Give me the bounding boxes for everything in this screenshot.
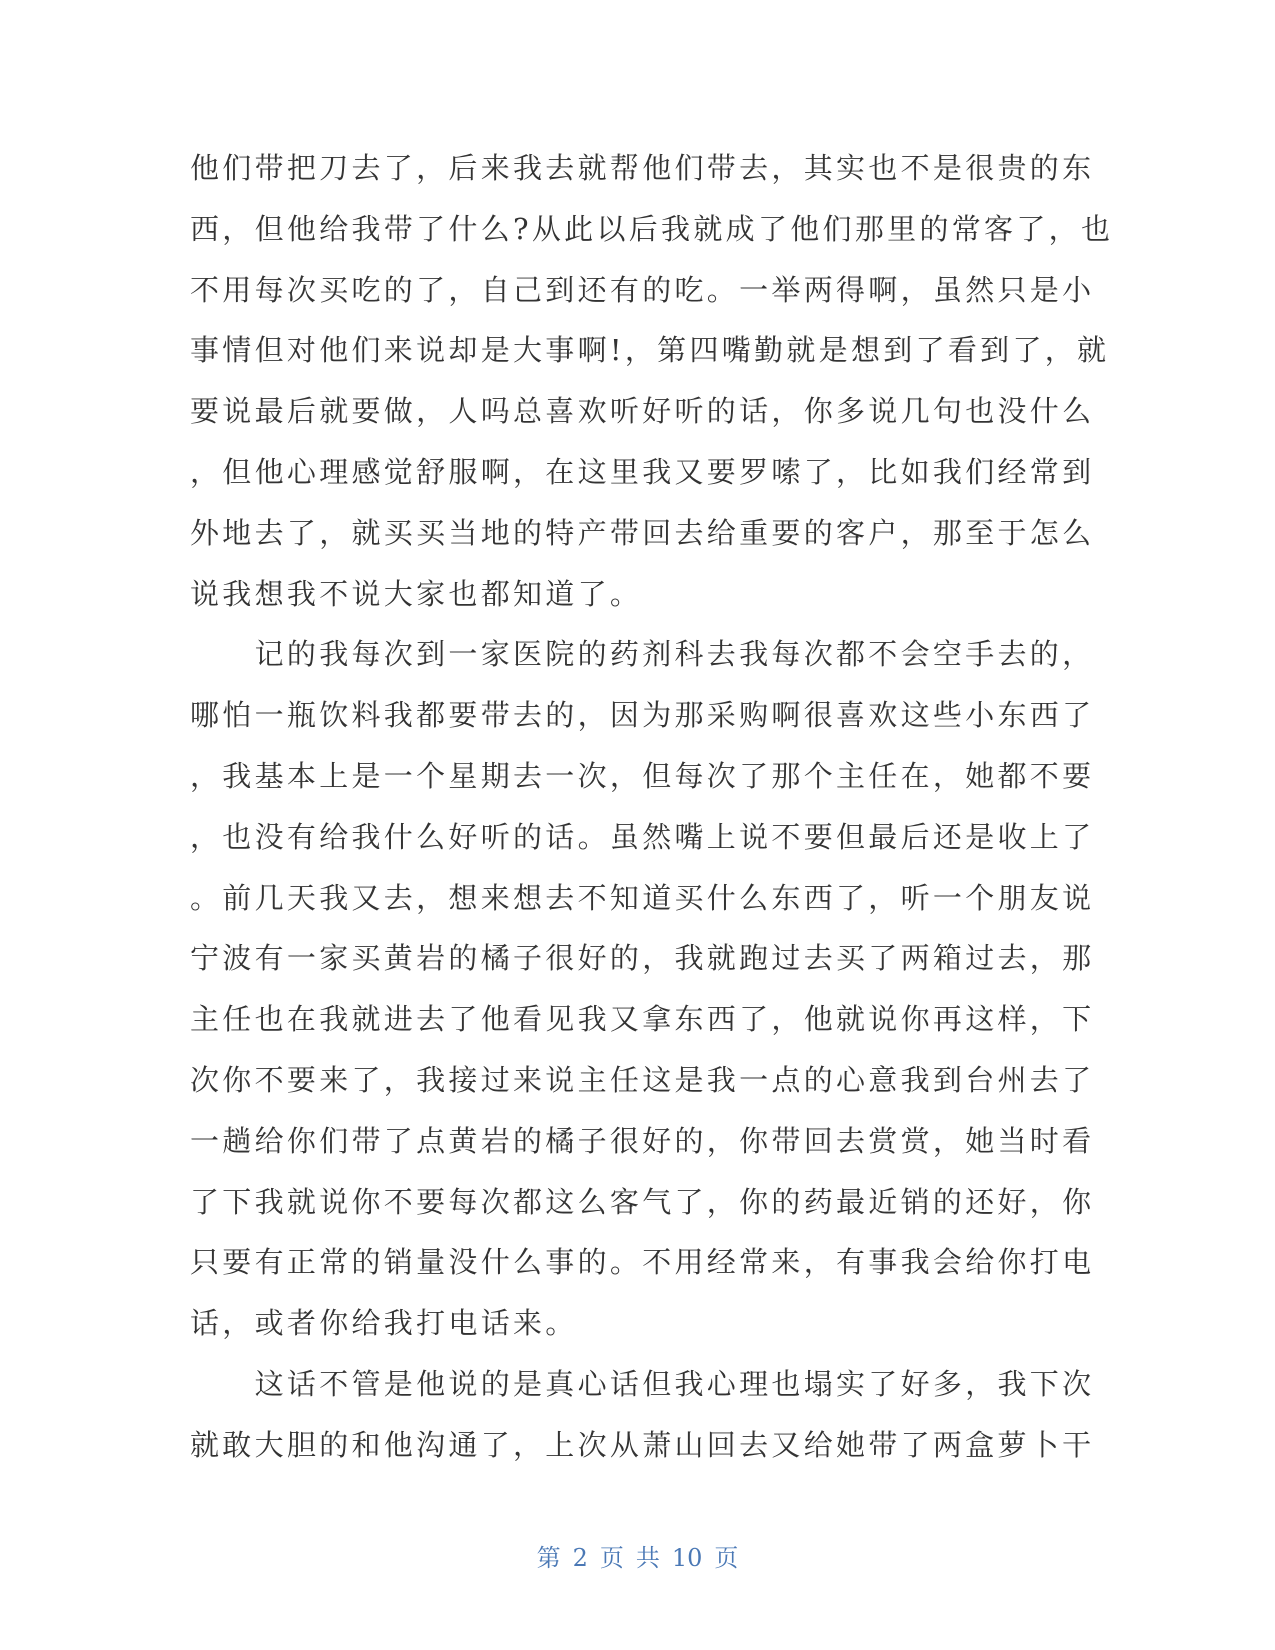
footer-page-word: 页 — [599, 1544, 624, 1572]
text-line: 记的我每次到一家医院的药剂科去我每次都不会空手去的， — [190, 637, 1095, 672]
paragraph-1 — [190, 138, 1114, 624]
text-line: 主任也在我就进去了他看见我又拿东西了，他就说你再这样，下 — [190, 1002, 1095, 1037]
paragraph-2 — [190, 624, 1095, 1354]
text-line: 外地去了，就买买当地的特产带回去给重要的客户，那至于怎么 — [190, 515, 1095, 550]
text-line: 不用每次买吃的了，自己到还有的吃。一举两得啊，虽然只是小 — [190, 272, 1095, 307]
footer-total-pages: 10 — [671, 1544, 703, 1572]
text-line: ，我基本上是一个星期去一次，但每次了那个主任在，她都不要 — [190, 758, 1095, 793]
text-line: 要说最后就要做，人吗总喜欢听好听的话，你多说几句也没什么 — [190, 394, 1095, 429]
text-line: 次你不要来了，我接过来说主任这是我一点的心意我到台州去了 — [190, 1062, 1095, 1097]
footer-total-word: 共 — [635, 1544, 660, 1572]
text-line: 西，但他给我带了什么?从此以后我就成了他们那里的常客了，也 — [190, 211, 1114, 246]
text-line: 事情但对他们来说却是大事啊!，第四嘴勤就是想到了看到了，就 — [190, 333, 1110, 368]
text-line: 话，或者你给我打电话来。 — [190, 1306, 578, 1341]
text-line: 说我想我不说大家也都知道了。 — [190, 576, 643, 611]
text-line: 一趟给你们带了点黄岩的橘子很好的，你带回去赏赏，她当时看 — [190, 1123, 1095, 1158]
text-line: 宁波有一家买黄岩的橘子很好的，我就跑过去买了两箱过去，那 — [190, 941, 1095, 976]
text-line: ，也没有给我什么好听的话。虽然嘴上说不要但最后还是收上了 — [190, 819, 1095, 854]
text-line: 哪怕一瓶饮料我都要带去的，因为那采购啊很喜欢这些小东西了 — [190, 698, 1095, 733]
text-line: 了下我就说你不要每次都这么客气了，你的药最近销的还好，你 — [190, 1184, 1095, 1219]
text-line: 只要有正常的销量没什么事的。不用经常来，有事我会给你打电 — [190, 1245, 1095, 1280]
text-line: 。前几天我又去，想来想去不知道买什么东西了，听一个朋友说 — [190, 880, 1095, 915]
text-line: 他们带把刀去了，后来我去就帮他们带去，其实也不是很贵的东 — [190, 151, 1095, 185]
text-line: 就敢大胆的和他沟通了，上次从萧山回去又给她带了两盒萝卜干 — [190, 1427, 1095, 1462]
document-body — [190, 138, 1114, 1476]
footer-current-page: 2 — [572, 1544, 588, 1572]
text-line: ，但他心理感觉舒服啊，在这里我又要罗嗦了，比如我们经常到 — [190, 454, 1095, 489]
paragraph-3 — [190, 1354, 1095, 1476]
footer-prefix: 第 — [536, 1544, 561, 1572]
text-line: 这话不管是他说的是真心话但我心理也塌实了好多，我下次 — [190, 1366, 1095, 1401]
footer-suffix: 页 — [714, 1544, 739, 1572]
page-footer — [0, 1538, 1275, 1573]
